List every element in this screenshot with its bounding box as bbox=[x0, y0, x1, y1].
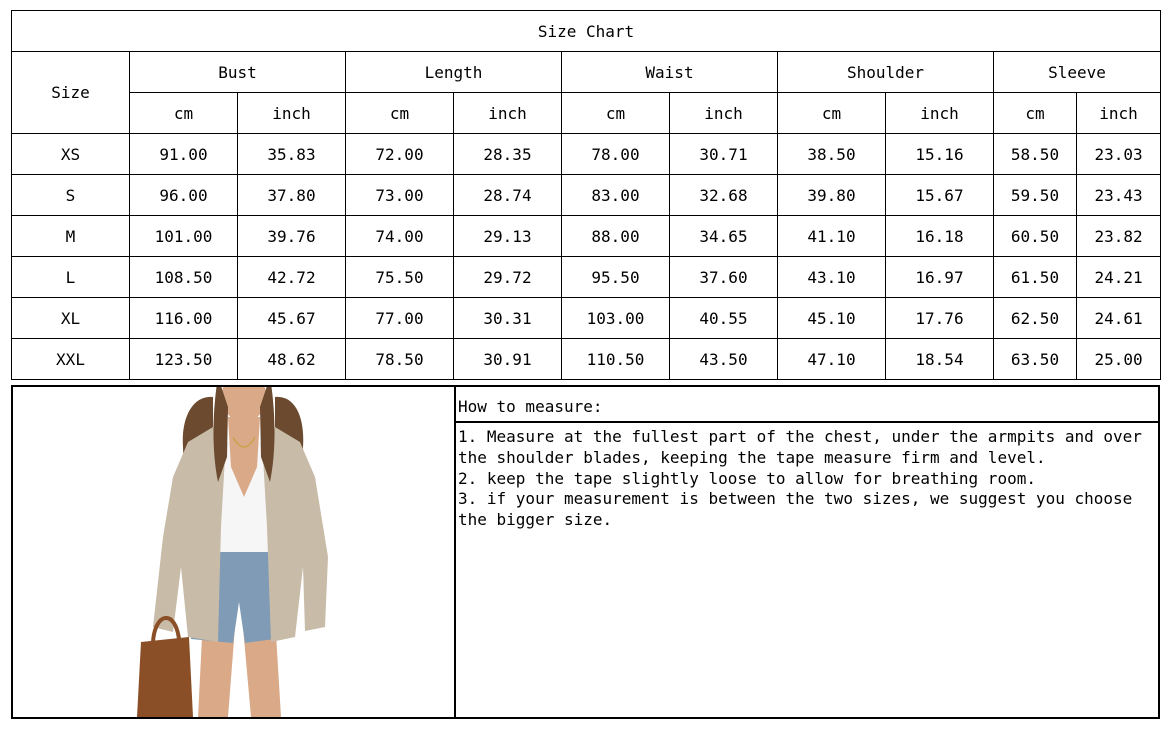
measurement-cell: 45.10 bbox=[778, 298, 886, 339]
measurement-cell: 30.91 bbox=[454, 339, 562, 380]
measurement-cell: 16.97 bbox=[886, 257, 994, 298]
measurement-cell: 123.50 bbox=[130, 339, 238, 380]
measurement-cell: 110.50 bbox=[562, 339, 670, 380]
measurement-cell: 103.00 bbox=[562, 298, 670, 339]
measurement-cell: 23.82 bbox=[1077, 216, 1161, 257]
measurement-cell: 61.50 bbox=[994, 257, 1077, 298]
measurement-cell: 48.62 bbox=[238, 339, 346, 380]
measurement-cell: 15.16 bbox=[886, 134, 994, 175]
unit-header-inch: inch bbox=[886, 93, 994, 134]
measurement-cell: 75.50 bbox=[346, 257, 454, 298]
bust-header: Bust bbox=[130, 52, 346, 93]
measurement-cell: 83.00 bbox=[562, 175, 670, 216]
measurement-cell: 30.71 bbox=[670, 134, 778, 175]
unit-header-inch: inch bbox=[1077, 93, 1161, 134]
size-label-cell: XXL bbox=[12, 339, 130, 380]
measurement-cell: 25.00 bbox=[1077, 339, 1161, 380]
measurement-cell: 30.31 bbox=[454, 298, 562, 339]
sleeve-header: Sleeve bbox=[994, 52, 1161, 93]
table-row bbox=[12, 134, 1161, 175]
unit-header-cm: cm bbox=[130, 93, 238, 134]
unit-header-inch: inch bbox=[670, 93, 778, 134]
measurement-cell: 35.83 bbox=[238, 134, 346, 175]
measurement-cell: 63.50 bbox=[994, 339, 1077, 380]
measurement-cell: 15.67 bbox=[886, 175, 994, 216]
measurement-cell: 78.50 bbox=[346, 339, 454, 380]
measurement-cell: 43.50 bbox=[670, 339, 778, 380]
how-to-measure-title: How to measure: bbox=[456, 387, 1158, 423]
measurement-cell: 28.35 bbox=[454, 134, 562, 175]
measurement-cell: 62.50 bbox=[994, 298, 1077, 339]
measurement-cell: 74.00 bbox=[346, 216, 454, 257]
measurement-cell: 58.50 bbox=[994, 134, 1077, 175]
size-chart-title: Size Chart bbox=[12, 11, 1161, 52]
size-chart-table bbox=[11, 10, 1161, 380]
measurement-cell: 37.80 bbox=[238, 175, 346, 216]
measurement-cell: 91.00 bbox=[130, 134, 238, 175]
measure-panel bbox=[11, 385, 1160, 719]
table-row bbox=[12, 257, 1161, 298]
model-illustration bbox=[13, 387, 454, 717]
measurement-cell: 24.61 bbox=[1077, 298, 1161, 339]
measurement-cell: 23.43 bbox=[1077, 175, 1161, 216]
length-header: Length bbox=[346, 52, 562, 93]
measurement-cell: 28.74 bbox=[454, 175, 562, 216]
measurement-cell: 29.72 bbox=[454, 257, 562, 298]
handbag-shape bbox=[137, 637, 193, 717]
size-label-cell: XS bbox=[12, 134, 130, 175]
measurement-cell: 78.00 bbox=[562, 134, 670, 175]
measurement-cell: 34.65 bbox=[670, 216, 778, 257]
measurement-cell: 42.72 bbox=[238, 257, 346, 298]
measurement-cell: 41.10 bbox=[778, 216, 886, 257]
measurement-cell: 47.10 bbox=[778, 339, 886, 380]
unit-header-cm: cm bbox=[994, 93, 1077, 134]
measurement-cell: 72.00 bbox=[346, 134, 454, 175]
unit-header-cm: cm bbox=[346, 93, 454, 134]
table-row bbox=[12, 339, 1161, 380]
measurement-cell: 32.68 bbox=[670, 175, 778, 216]
measurement-cell: 39.76 bbox=[238, 216, 346, 257]
measurement-cell: 116.00 bbox=[130, 298, 238, 339]
measurement-cell: 24.21 bbox=[1077, 257, 1161, 298]
measurement-cell: 96.00 bbox=[130, 175, 238, 216]
size-label-cell: XL bbox=[12, 298, 130, 339]
measurement-cell: 17.76 bbox=[886, 298, 994, 339]
table-row bbox=[12, 216, 1161, 257]
measurement-cell: 77.00 bbox=[346, 298, 454, 339]
measurement-cell: 39.80 bbox=[778, 175, 886, 216]
measurement-cell: 16.18 bbox=[886, 216, 994, 257]
unit-header-cm: cm bbox=[562, 93, 670, 134]
measurement-cell: 95.50 bbox=[562, 257, 670, 298]
measurement-cell: 38.50 bbox=[778, 134, 886, 175]
measurement-cell: 88.00 bbox=[562, 216, 670, 257]
measurement-cell: 73.00 bbox=[346, 175, 454, 216]
measurement-cell: 40.55 bbox=[670, 298, 778, 339]
size-column-header: Size bbox=[12, 52, 130, 134]
measure-step: 1. Measure at the fullest part of the chest, under the armpits and over the shoulder blades, keeping the tape measure firm and level. bbox=[458, 427, 1142, 467]
measurement-cell: 59.50 bbox=[994, 175, 1077, 216]
unit-header-inch: inch bbox=[238, 93, 346, 134]
how-to-measure-steps bbox=[456, 425, 1158, 717]
measurement-cell: 29.13 bbox=[454, 216, 562, 257]
shoulder-header: Shoulder bbox=[778, 52, 994, 93]
model-photo bbox=[13, 387, 456, 717]
measurement-cell: 23.03 bbox=[1077, 134, 1161, 175]
table-row bbox=[12, 298, 1161, 339]
blazer-left-shape bbox=[153, 427, 225, 642]
measurement-cell: 37.60 bbox=[670, 257, 778, 298]
measurement-cell: 60.50 bbox=[994, 216, 1077, 257]
measure-step: 3. if your measurement is between the two sizes, we suggest you choose the bigger size. bbox=[458, 489, 1133, 530]
measurement-cell: 45.67 bbox=[238, 298, 346, 339]
measurement-cell: 101.00 bbox=[130, 216, 238, 257]
measure-step: 2. keep the tape slightly loose to allow for breathing room. bbox=[458, 468, 1036, 488]
unit-header-inch: inch bbox=[454, 93, 562, 134]
unit-header-cm: cm bbox=[778, 93, 886, 134]
size-label-cell: L bbox=[12, 257, 130, 298]
measurement-cell: 18.54 bbox=[886, 339, 994, 380]
waist-header: Waist bbox=[562, 52, 778, 93]
table-row bbox=[12, 175, 1161, 216]
measurement-cell: 43.10 bbox=[778, 257, 886, 298]
size-label-cell: S bbox=[12, 175, 130, 216]
size-label-cell: M bbox=[12, 216, 130, 257]
size-rows bbox=[12, 134, 1161, 380]
measurement-cell: 108.50 bbox=[130, 257, 238, 298]
